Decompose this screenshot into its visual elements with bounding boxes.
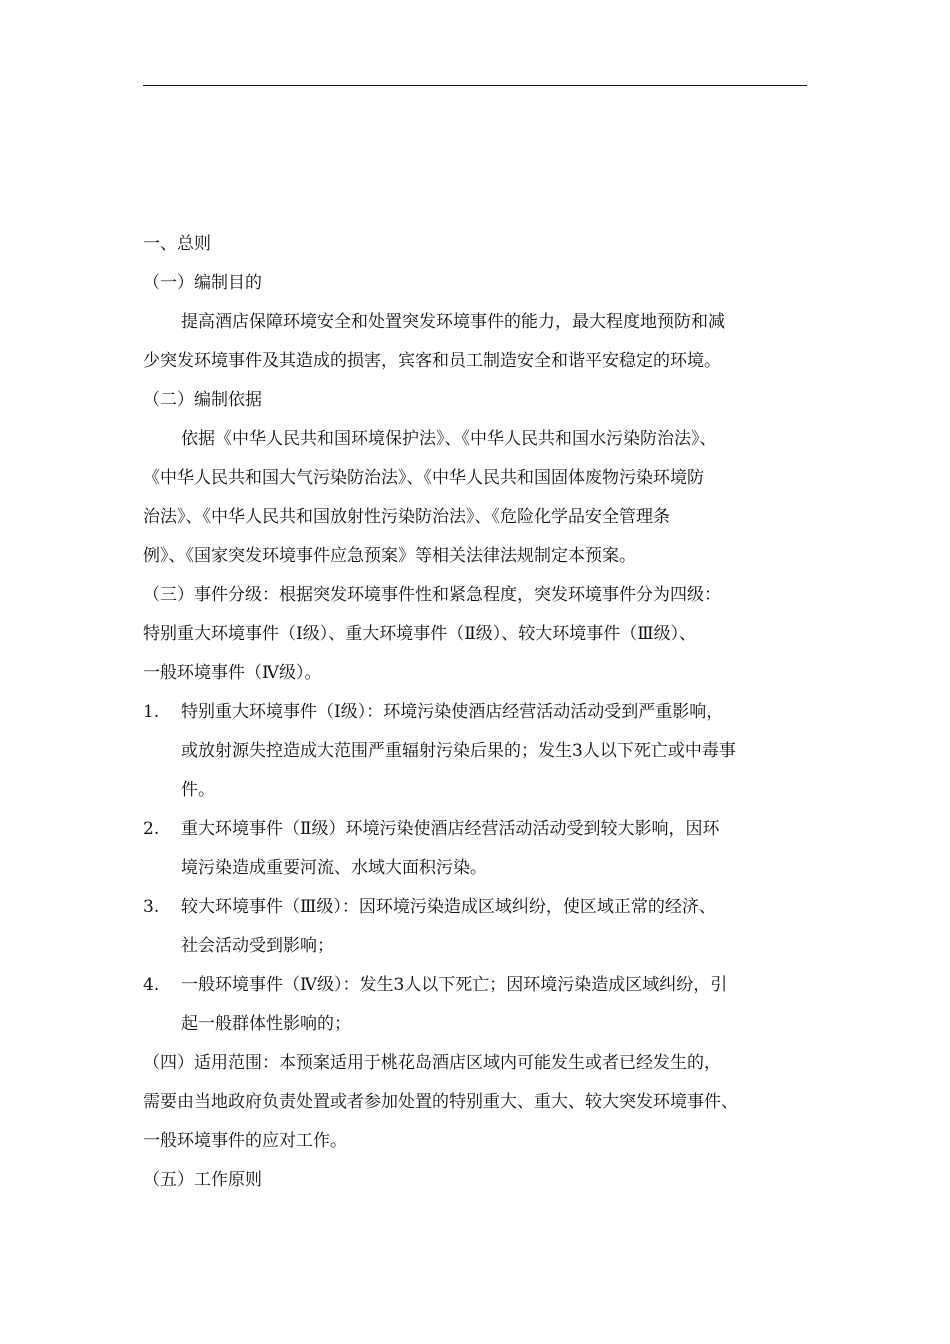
list-item-text [181,888,828,966]
sub4-line: 一般环境事件的应对工作。 [143,1131,347,1151]
sub2-line: 治法》、《中华人民共和国放射性污染防治法》、《危险化学品安全管理条 [143,507,670,527]
sub1-line: 提高酒店保障环境安全和处置突发环境事件的能力，最大程度地预防和减 [181,312,725,332]
list-item [143,693,828,810]
sub4-line: 需要由当地政府负责处置或者参加处置的特别重大、重大、较大突发环境事件、 [143,1092,738,1112]
document-body [143,225,828,1200]
list-item-text [181,693,828,810]
list-item [143,966,828,1044]
list-item-number: 3. [143,897,160,917]
sub5-heading: （五）工作原则 [143,1170,262,1190]
list-item-line: 或放射源失控造成大范围严重辐射污染后果的；发生3人以下死亡或中毒事 [181,741,736,761]
list-item-line: 重大环境事件（Ⅱ级）环境污染使酒店经营活动活动受到较大影响，因环 [181,819,720,839]
list-item-line: 社会活动受到影响； [181,936,334,956]
sub3-line: （三）事件分级：根据突发环境事件性和紧急程度，突发环境事件分为四级： [143,585,721,605]
section-title: 一、总则 [143,234,211,254]
list-item-number: 4. [143,975,160,995]
list-item-number: 2. [143,819,160,839]
sub2-line: 《中华人民共和国大气污染防治法》、《中华人民共和国固体废物污染环境防 [143,468,704,488]
sub2-heading: （二）编制依据 [143,390,262,410]
list-item-text [181,810,828,888]
header-rule [143,85,807,86]
sub1-line: 少突发环境事件及其造成的损害，宾客和员工制造安全和谐平安稳定的环境。 [143,351,721,371]
list-item-text [181,966,828,1044]
sub4-line: （四）适用范围：本预案适用于桃花岛酒店区域内可能发生或者已经发生的， [143,1053,721,1073]
sub1-heading: （一）编制目的 [143,273,262,293]
list-item-line: 一般环境事件（Ⅳ级）：发生3人以下死亡；因环境污染造成区域纠纷，引 [181,975,728,995]
sub3-line: 一般环境事件（Ⅳ级）。 [143,663,322,683]
list-item-line: 起一般群体性影响的； [181,1014,351,1034]
list-item-number: 1. [143,702,160,722]
sub2-line: 例》、《国家突发环境事件应急预案》等相关法律法规制定本预案。 [143,546,636,566]
list-item [143,888,828,966]
sub3-line: 特别重大环境事件（Ⅰ级）、重大环境事件（Ⅱ级）、较大环境事件（Ⅲ级）、 [143,624,697,644]
list-item-line: 件。 [181,780,215,800]
list-item-line: 境污染造成重要河流、水域大面积污染。 [181,858,487,878]
list-item-line: 较大环境事件（Ⅲ级）：因环境污染造成区域纠纷，使区域正常的经济、 [181,897,716,917]
sub2-line: 依据《中华人民共和国环境保护法》、《中华人民共和国水污染防治法》、 [181,429,717,449]
list-item-line: 特别重大环境事件（Ⅰ级）：环境污染使酒店经营活动活动受到严重影响， [181,702,724,722]
list-item [143,810,828,888]
